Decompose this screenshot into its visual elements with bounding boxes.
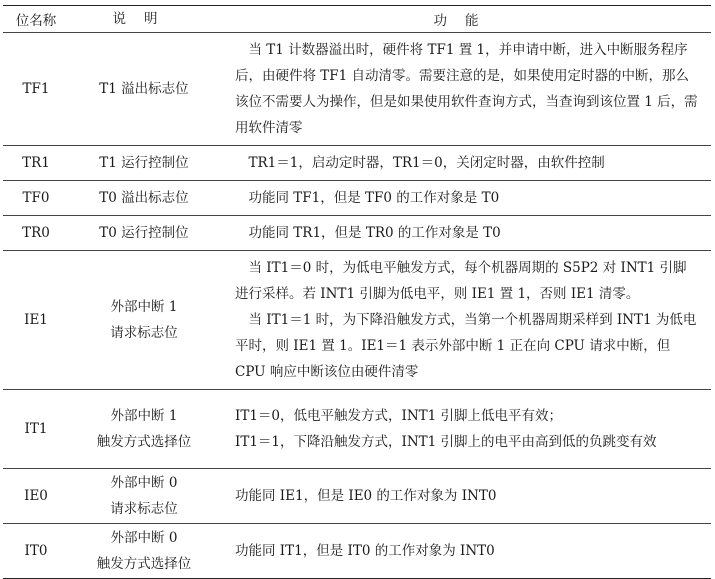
bit-description-line: 触发方式选择位	[96, 434, 192, 450]
bit-function	[219, 181, 711, 216]
bit-name: IT0	[3, 524, 69, 579]
bit-function-paragraph: TR1＝1，启动定时器，TR1＝0，关闭定时器，由软件控制	[248, 155, 605, 171]
bit-description-line: T0 溢出标志位	[99, 190, 189, 206]
bit-name: TR1	[3, 146, 69, 181]
bit-description	[69, 251, 219, 390]
header-bit-name: 位名称	[3, 6, 69, 33]
bit-description-line: 请求标志位	[110, 325, 178, 341]
table-row	[3, 146, 711, 181]
table-row	[3, 216, 711, 251]
table-row	[3, 469, 711, 524]
bit-function-paragraph: 功能同 IT1，但是 IT0 的工作对象为 INT0	[235, 543, 495, 559]
table-header-row	[3, 6, 711, 33]
header-function: 功能	[219, 6, 711, 33]
bit-name: IE0	[3, 469, 69, 524]
bit-function	[219, 33, 711, 146]
bit-description-line: 外部中断 0	[110, 530, 178, 546]
table-row	[3, 251, 711, 390]
bit-description-line: 外部中断 0	[110, 475, 178, 491]
table-row	[3, 390, 711, 469]
bit-description-line: 外部中断 1	[110, 408, 178, 424]
header-description: 说明	[69, 6, 219, 33]
bit-name: TF0	[3, 181, 69, 216]
register-bit-table	[3, 5, 711, 579]
bit-function	[219, 469, 711, 524]
bit-function-paragraph: 功能同 IE1，但是 IE0 的工作对象为 INT0	[235, 488, 497, 504]
bit-description-line: T1 溢出标志位	[99, 81, 189, 97]
bit-description	[69, 181, 219, 216]
bit-function-paragraph: IT1＝0，低电平触发方式，INT1 引脚上低电平有效；	[235, 408, 563, 424]
bit-function	[219, 251, 711, 390]
bit-function-paragraph: 当 IT1＝0 时，为低电平触发方式，每个机器周期的 S5P2 对 INT1 引脚进行采样。若 INT1 引脚为低电平，则 IE1 置 1，否则 IE1 清零。	[235, 260, 687, 302]
bit-description-line: T0 运行控制位	[99, 225, 189, 241]
table-row	[3, 181, 711, 216]
table-row	[3, 33, 711, 146]
bit-description-line: T1 运行控制位	[99, 155, 189, 171]
bit-function	[219, 390, 711, 469]
bit-description-line: 触发方式选择位	[96, 556, 192, 572]
bit-function-paragraph: 当 T1 计数器溢出时，硬件将 TF1 置 1，并申请中断，进入中断服务程序后，由硬件将 TF1 自动清零。需要注意的是，如果使用定时器的中断，那么该位不需要人为操作，但是如果使用软件查询方式，当查询到该位置 1 后，需用软件清零	[235, 42, 698, 136]
bit-name: IE1	[3, 251, 69, 390]
bit-function-paragraph: 功能同 TF1，但是 TF0 的工作对象是 T0	[248, 190, 500, 206]
bit-function-paragraph: IT1＝1，下降沿触发方式，INT1 引脚上的电平由高到低的负跳变有效	[235, 434, 657, 450]
bit-description	[69, 390, 219, 469]
bit-description	[69, 469, 219, 524]
bit-function	[219, 146, 711, 181]
table-row	[3, 524, 711, 579]
bit-function-paragraph: 功能同 TR1，但是 TR0 的工作对象是 T0	[248, 225, 501, 241]
bit-name: TR0	[3, 216, 69, 251]
bit-description	[69, 524, 219, 579]
bit-description	[69, 33, 219, 146]
bit-description	[69, 146, 219, 181]
bit-name: TF1	[3, 33, 69, 146]
bit-name: IT1	[3, 390, 69, 469]
bit-description	[69, 216, 219, 251]
bit-description-line: 外部中断 1	[110, 299, 178, 315]
bit-description-line: 请求标志位	[110, 501, 178, 517]
bit-function-paragraph: 当 IT1＝1 时，为下降沿触发方式，当第一个机器周期采样到 INT1 为低电平时，则 IE1 置 1。IE1＝1 表示外部中断 1 正在向 CPU 请求中断，但 CPU 响应中断该位由硬件清零	[235, 312, 697, 380]
bit-function	[219, 216, 711, 251]
bit-function	[219, 524, 711, 579]
